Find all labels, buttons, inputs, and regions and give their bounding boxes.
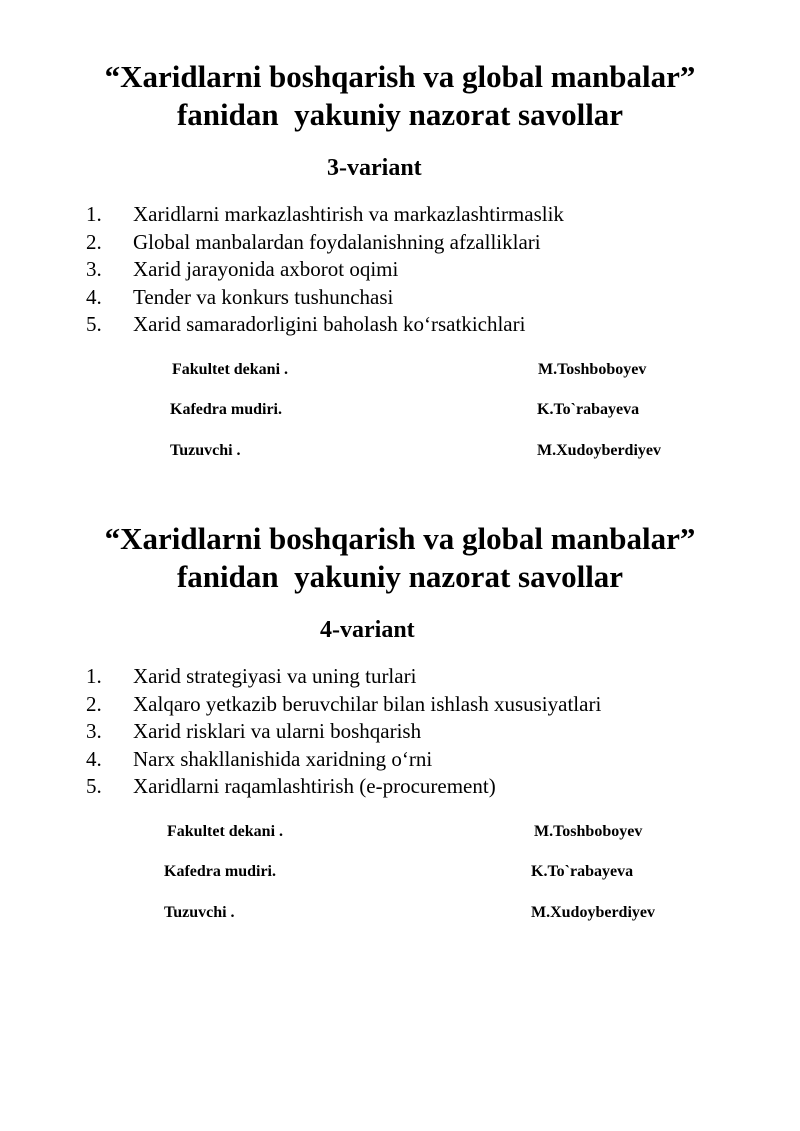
section-title — [0, 58, 800, 134]
signature-name-head: K.To`rabayeva — [531, 863, 634, 880]
question-item — [86, 201, 564, 229]
signature-name-author: M.Xudoyberdiyev — [537, 442, 661, 459]
question-text: Tender va konkurs tushunchasi — [133, 284, 394, 309]
question-item — [86, 746, 601, 774]
signature-name-head: K.To`rabayeva — [537, 401, 640, 418]
question-number: 5. — [86, 774, 102, 798]
question-number: 2. — [86, 691, 102, 716]
question-list — [86, 663, 601, 801]
question-number: 1. — [86, 202, 102, 226]
question-item — [86, 284, 564, 312]
section-title — [0, 520, 800, 596]
question-item — [86, 311, 564, 339]
signature-role-author: Tuzuvchi . — [164, 904, 235, 921]
question-text: Xarid risklari va ularni boshqarish — [133, 719, 422, 743]
question-item — [86, 256, 564, 284]
question-item — [86, 718, 601, 746]
question-text: Xaridlarni raqamlashtirish (e-procurement) — [133, 774, 496, 798]
question-text: Xarid samaradorligini baholash ko‘rsatkichlari — [133, 312, 526, 336]
signature-role-dean: Fakultet dekani . — [172, 361, 289, 378]
question-text: Xalqaro yetkazib beruvchilar bilan ishlash xususiyatlari — [133, 691, 602, 716]
signature-name-dean: M.Toshboboyev — [538, 361, 647, 378]
signature-role-author: Tuzuvchi . — [170, 442, 241, 459]
signature-name-dean: M.Toshboboyev — [534, 823, 643, 840]
question-number: 3. — [86, 257, 102, 281]
question-list — [86, 201, 564, 339]
title-line-1: “Xaridlarni boshqarish va global manbalar” — [104, 521, 696, 556]
title-line-1: “Xaridlarni boshqarish va global manbalar” — [104, 59, 696, 94]
question-item — [86, 773, 601, 801]
question-number: 2. — [86, 229, 102, 254]
question-item — [86, 229, 564, 257]
title-line-2: fanidan yakuniy nazorat savollar — [176, 559, 624, 594]
variant-label: 4-variant — [320, 617, 415, 643]
question-number: 4. — [86, 284, 102, 309]
question-number: 1. — [86, 664, 102, 688]
question-item — [86, 663, 601, 691]
question-number: 4. — [86, 746, 102, 771]
question-item — [86, 691, 601, 719]
question-text: Narx shakllanishida xaridning o‘rni — [133, 746, 433, 771]
signature-role-head: Kafedra mudiri. — [164, 863, 276, 880]
question-text: Xarid strategiyasi va uning turlari — [133, 664, 417, 688]
signature-role-head: Kafedra mudiri. — [170, 401, 282, 418]
signature-role-dean: Fakultet dekani . — [167, 823, 284, 840]
question-text: Xarid jarayonida axborot oqimi — [133, 257, 399, 281]
variant-label: 3-variant — [327, 155, 422, 181]
question-number: 3. — [86, 719, 102, 743]
question-text: Xaridlarni markazlashtirish va markazlashtirmaslik — [133, 202, 564, 226]
title-line-2: fanidan yakuniy nazorat savollar — [176, 97, 624, 132]
question-number: 5. — [86, 312, 102, 336]
question-text: Global manbalardan foydalanishning afzalliklari — [133, 229, 541, 254]
signature-name-author: M.Xudoyberdiyev — [531, 904, 655, 921]
